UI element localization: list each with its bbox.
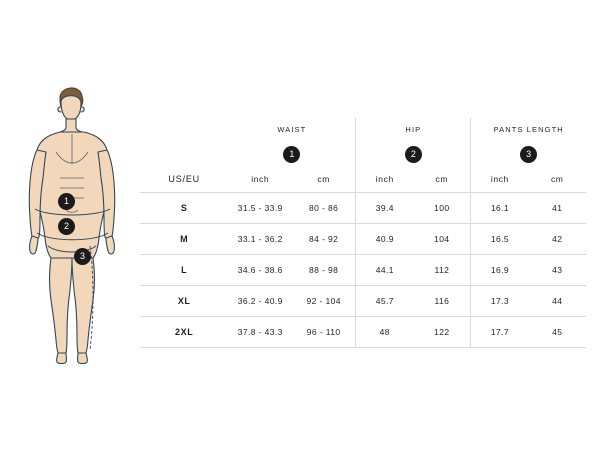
table-row xyxy=(140,255,586,286)
cell-waist-inch: 36.2 - 40.9 xyxy=(228,286,292,317)
cell-size: M xyxy=(140,224,228,255)
group-label-waist: WAIST xyxy=(277,124,307,134)
cell-size: L xyxy=(140,255,228,286)
cell-waist-inch: 37.8 - 43.3 xyxy=(228,317,292,348)
cell-pants-inch: 16.5 xyxy=(471,224,529,255)
cell-hip-cm: 116 xyxy=(413,286,471,317)
cell-size: 2XL xyxy=(140,317,228,348)
cell-waist-cm: 88 - 98 xyxy=(292,255,356,286)
cell-hip-cm: 100 xyxy=(413,193,471,224)
cell-hip-inch: 44.1 xyxy=(356,255,414,286)
table-row xyxy=(140,317,586,348)
badge-2: 2 xyxy=(405,146,422,163)
group-header-row xyxy=(140,118,586,140)
cell-hip-cm: 112 xyxy=(413,255,471,286)
unit-header-row xyxy=(140,166,586,193)
cell-pants-inch: 16.1 xyxy=(471,193,529,224)
header-waist-inch: inch xyxy=(228,166,292,193)
cell-hip-inch: 39.4 xyxy=(356,193,414,224)
cell-waist-inch: 31.5 - 33.9 xyxy=(228,193,292,224)
cell-waist-cm: 92 - 104 xyxy=(292,286,356,317)
body-illustration xyxy=(18,78,138,368)
table-row xyxy=(140,224,586,255)
header-waist-cm: cm xyxy=(292,166,356,193)
cell-waist-inch: 34.6 - 38.6 xyxy=(228,255,292,286)
header-hip-cm: cm xyxy=(413,166,471,193)
group-label-hip: HIP xyxy=(356,118,471,140)
table-row xyxy=(140,193,586,224)
badge-1: 1 xyxy=(283,146,300,163)
header-pants-cm: cm xyxy=(528,166,586,193)
marker-2: 2 xyxy=(58,218,75,235)
cell-pants-cm: 43 xyxy=(528,255,586,286)
cell-hip-cm: 122 xyxy=(413,317,471,348)
marker-1: 1 xyxy=(58,193,75,210)
cell-pants-inch: 17.3 xyxy=(471,286,529,317)
size-table xyxy=(140,118,586,348)
badge-cell-hip xyxy=(356,140,471,166)
badge-spacer xyxy=(140,140,228,166)
cell-waist-cm: 96 - 110 xyxy=(292,317,356,348)
group-label-pants-length: PANTS LENGTH xyxy=(471,118,586,140)
badge-cell-pants-length xyxy=(471,140,586,166)
group-badge-row xyxy=(140,140,586,166)
cell-hip-inch: 40.9 xyxy=(356,224,414,255)
group-spacer xyxy=(140,118,228,140)
cell-waist-cm: 84 - 92 xyxy=(292,224,356,255)
header-hip-inch: inch xyxy=(356,166,414,193)
size-table-wrapper xyxy=(140,118,586,348)
cell-hip-inch: 48 xyxy=(356,317,414,348)
cell-size: S xyxy=(140,193,228,224)
marker-3: 3 xyxy=(74,248,91,265)
cell-pants-cm: 42 xyxy=(528,224,586,255)
cell-waist-inch: 33.1 - 36.2 xyxy=(228,224,292,255)
header-us-eu: US/EU xyxy=(140,166,228,193)
cell-pants-inch: 16.9 xyxy=(471,255,529,286)
cell-hip-cm: 104 xyxy=(413,224,471,255)
cell-pants-cm: 44 xyxy=(528,286,586,317)
cell-pants-cm: 45 xyxy=(528,317,586,348)
table-row xyxy=(140,286,586,317)
cell-waist-cm: 80 - 86 xyxy=(292,193,356,224)
badge-3: 3 xyxy=(520,146,537,163)
cell-hip-inch: 45.7 xyxy=(356,286,414,317)
cell-pants-cm: 41 xyxy=(528,193,586,224)
badge-cell-waist xyxy=(228,140,355,166)
header-pants-inch: inch xyxy=(471,166,529,193)
cell-pants-inch: 17.7 xyxy=(471,317,529,348)
cell-size: XL xyxy=(140,286,228,317)
